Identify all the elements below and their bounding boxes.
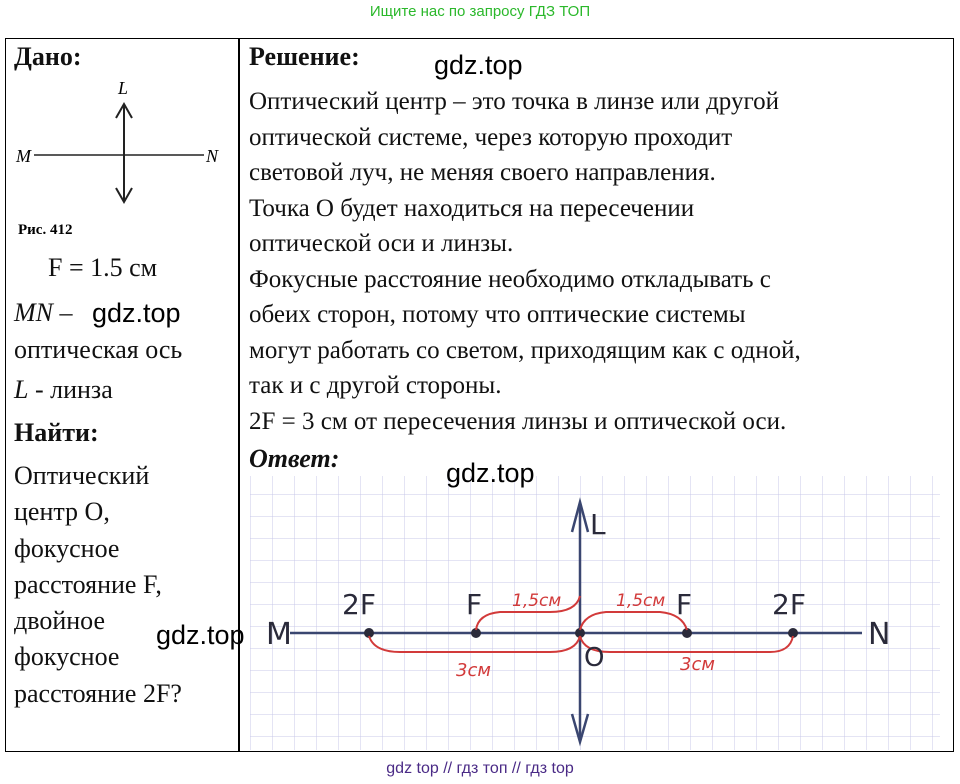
solution-line: оптической системе, через которую проходит bbox=[249, 123, 733, 151]
answer-heading: Ответ: bbox=[249, 444, 340, 473]
find-line: фокусное bbox=[14, 533, 120, 563]
solution-line: 2F = 3 см от пересечения линзы и оптической оси. bbox=[249, 407, 787, 435]
fig-label-L: L bbox=[118, 78, 129, 98]
solution-line: так и с другой стороны. bbox=[249, 372, 502, 399]
label-M: M bbox=[266, 617, 292, 652]
bottom-banner[interactable]: gdz top // гдз топ // гдз top bbox=[386, 760, 574, 777]
given-l-desc: - линза bbox=[34, 375, 113, 404]
given-heading: Дано: bbox=[14, 42, 82, 71]
given-mn-prefix: MN – bbox=[14, 298, 73, 327]
solution-line: Точка O будет находиться на пересечении bbox=[249, 194, 695, 222]
solution-line: могут работать со светом, приходящим как с одной, bbox=[249, 336, 801, 364]
watermark: gdz.top bbox=[92, 298, 181, 328]
find-heading: Найти: bbox=[14, 418, 99, 447]
label-N: N bbox=[868, 617, 891, 652]
solution-line: световой луч, не меняя своего направления. bbox=[249, 159, 716, 186]
watermark: gdz.top bbox=[156, 620, 245, 650]
find-line: фокусное bbox=[14, 642, 120, 672]
given-mn-line bbox=[14, 295, 73, 331]
label-span-left: 3см bbox=[456, 660, 491, 681]
solution-line: Оптический центр – это точка в линзе или другой bbox=[249, 88, 779, 115]
watermark: gdz.top bbox=[446, 458, 535, 488]
label-left-F: F bbox=[466, 588, 483, 621]
label-L: L bbox=[590, 508, 606, 541]
find-line: расстояние 2F? bbox=[14, 678, 182, 708]
fig-label-M: M bbox=[16, 146, 31, 166]
label-right-F: F bbox=[676, 588, 693, 621]
label-dist-left: 1,5см bbox=[512, 591, 562, 611]
answer-figure bbox=[250, 472, 940, 750]
given-mn-desc: оптическая ось bbox=[14, 335, 183, 364]
given-l-prefix: L bbox=[14, 375, 29, 404]
solution-line: обеих сторон, потому что оптические системы bbox=[249, 301, 746, 328]
label-left-2F: 2F bbox=[342, 588, 376, 621]
find-line: центр O, bbox=[14, 497, 110, 527]
figure-412 bbox=[14, 78, 234, 243]
top-banner[interactable]: Ищите нас по запросу ГДЗ ТОП bbox=[369, 3, 591, 20]
label-span-right: 3см bbox=[680, 654, 715, 675]
solution-heading: Решение: bbox=[249, 42, 360, 71]
find-line: расстояние F, bbox=[14, 569, 162, 599]
solution-line: оптической оси и линзы. bbox=[249, 230, 514, 257]
given-l-line bbox=[14, 372, 113, 408]
fig-caption: Рис. 412 bbox=[18, 222, 73, 238]
solution-text bbox=[249, 84, 801, 439]
fig-label-N: N bbox=[206, 146, 219, 166]
given-focal-length: F = 1.5 см bbox=[48, 253, 158, 282]
find-list bbox=[14, 458, 182, 712]
label-O: O bbox=[584, 643, 605, 673]
find-line: двойное bbox=[14, 606, 106, 636]
watermark: gdz.top bbox=[434, 50, 523, 80]
label-dist-right: 1,5см bbox=[616, 591, 666, 611]
find-line: Оптический bbox=[14, 461, 150, 490]
solution-line: Фокусные расстояние необходимо откладывать с bbox=[249, 265, 771, 293]
label-right-2F: 2F bbox=[772, 588, 806, 621]
